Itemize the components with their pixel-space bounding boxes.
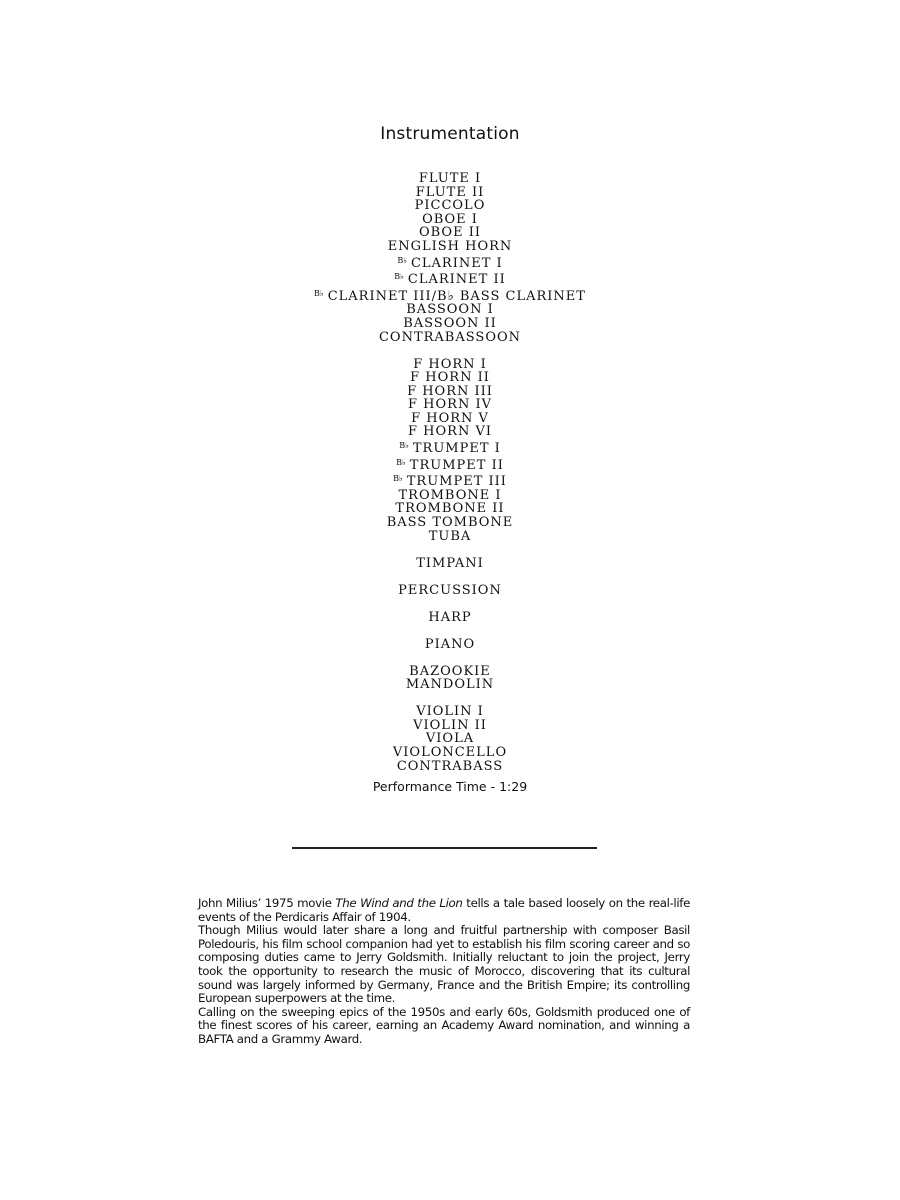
divider [292, 847, 597, 849]
instrument-label: F HORN VI [408, 424, 492, 440]
instrument-label: F HORN IV [408, 397, 492, 413]
notes-paragraph-1-tail: tells a tale based loosely on the real-life events of the Perdicaris Affair of 1904. [198, 896, 690, 924]
instrument-item [0, 331, 900, 345]
instrument-group-percussion [0, 584, 900, 598]
instrument-item [0, 186, 900, 200]
instrument-item [0, 358, 900, 372]
instrument-label: BAZOOKIE [409, 663, 491, 679]
instrument-label: VIOLONCELLO [392, 744, 508, 760]
instrument-item [0, 398, 900, 412]
flat-key-prefix: B♭ [396, 457, 406, 467]
notes-paragraph-1 [198, 897, 690, 924]
instrument-item [0, 385, 900, 399]
performance-time: Performance Time - 1:29 [372, 779, 528, 794]
instrument-item [0, 213, 900, 227]
flat-key-prefix: B♭ [399, 441, 409, 451]
instrument-item [0, 530, 900, 544]
instrument-label: BASS TOMBONE [386, 515, 514, 531]
instrument-item [0, 719, 900, 733]
instrument-label: VIOLA [425, 731, 475, 747]
instrument-label: F HORN III [407, 383, 493, 399]
instrument-item [0, 371, 900, 385]
instrument-item [0, 516, 900, 530]
instrument-label: F HORN V [411, 410, 489, 426]
instrument-item [0, 638, 900, 652]
instrument-item [0, 425, 900, 439]
instrument-label: CLARINET I [410, 255, 503, 271]
instrument-item [0, 303, 900, 317]
instrument-label: FLUTE I [418, 171, 482, 186]
instrument-label: BASSOON I [406, 302, 494, 318]
instrument-label: BASSOON II [403, 315, 497, 331]
flat-key-prefix: B♭ [394, 272, 404, 282]
instrument-item [0, 760, 900, 774]
instrument-group-harp [0, 611, 900, 625]
instrument-label: CONTRABASSOON [378, 329, 522, 345]
instrument-item [0, 199, 900, 213]
instrument-group-piano [0, 638, 900, 652]
instrument-item [0, 472, 900, 489]
instrument-label: MANDOLIN [405, 677, 495, 693]
instrument-label: VIOLIN II [413, 717, 487, 733]
instrument-item [0, 489, 900, 503]
instrument-label: PIANO [424, 636, 476, 652]
page-title: Instrumentation [380, 124, 520, 144]
instrument-item [0, 439, 900, 456]
instrument-label: HARP [428, 609, 472, 625]
instrument-group-timpani [0, 557, 900, 571]
instrument-group-plucked [0, 665, 900, 692]
instrument-list [0, 172, 900, 773]
instrument-item [0, 584, 900, 598]
instrument-item [0, 746, 900, 760]
program-notes [198, 897, 690, 1047]
instrument-item [0, 412, 900, 426]
instrument-label: TRUMPET III [406, 474, 507, 490]
instrument-item [0, 732, 900, 746]
instrument-label: F HORN II [410, 370, 490, 386]
instrument-label: PICCOLO [414, 198, 486, 214]
instrument-label: CLARINET II [407, 272, 506, 288]
instrument-label: PERCUSSION [398, 582, 502, 598]
instrument-item [0, 502, 900, 516]
instrument-label: TRUMPET I [412, 441, 501, 457]
flat-key-prefix: B♭ [397, 255, 407, 265]
instrument-label: OBOE I [422, 211, 478, 227]
instrument-item [0, 557, 900, 571]
instrument-item [0, 240, 900, 254]
instrument-label: FLUTE II [415, 184, 485, 200]
flat-key-prefix: B♭ [314, 288, 324, 298]
instrument-group-brass [0, 358, 900, 544]
instrument-item [0, 172, 900, 186]
instrument-item [0, 665, 900, 679]
instrument-label: OBOE II [418, 225, 481, 241]
notes-paragraph-1-lead: John Milius’ 1975 movie [198, 896, 336, 910]
instrument-label: TROMBONE II [395, 501, 505, 517]
instrument-group-strings [0, 705, 900, 773]
instrument-item [0, 456, 900, 473]
flat-key-prefix: B♭ [393, 474, 403, 484]
instrument-item [0, 611, 900, 625]
notes-paragraph-2: Though Milius would later share a long and fruitful partnership with composer Basil Poledouris, his film school companion had yet to establish his film scoring career and so composing duties came to Jerry Goldsmith. Initially reluctant to join the project, Jerry took the opportunity to research the music of Morocco, discovering that its cultural sound was largely informed by Germany, France and the British Empire; its controlling European superpowers at the time. [198, 923, 690, 1006]
instrument-label: CLARINET III/B♭ BASS CLARINET [327, 288, 586, 304]
instrument-item [0, 317, 900, 331]
instrument-item [0, 226, 900, 240]
notes-paragraph-3: Calling on the sweeping epics of the 1950s and early 60s, Goldsmith produced one of the finest scores of his career, earning an Academy Award nomination, and winning a BAFTA and a Grammy Award. [198, 1004, 690, 1046]
instrument-label: ENGLISH HORN [387, 238, 513, 254]
movie-title: The Wind and the Lion [335, 896, 463, 910]
instrument-item [0, 287, 900, 304]
instrument-label: VIOLIN I [416, 704, 484, 720]
instrument-label: TROMBONE I [398, 487, 502, 503]
instrument-label: CONTRABASS [396, 758, 504, 774]
instrument-item [0, 678, 900, 692]
instrument-item [0, 270, 900, 287]
instrument-label: F HORN I [413, 356, 487, 372]
instrument-label: TRUMPET II [409, 457, 504, 473]
instrument-item [0, 254, 900, 271]
instrument-label: TUBA [428, 528, 472, 544]
instrument-group-woodwinds [0, 172, 900, 344]
instrument-label: TIMPANI [416, 555, 484, 571]
instrument-item [0, 705, 900, 719]
